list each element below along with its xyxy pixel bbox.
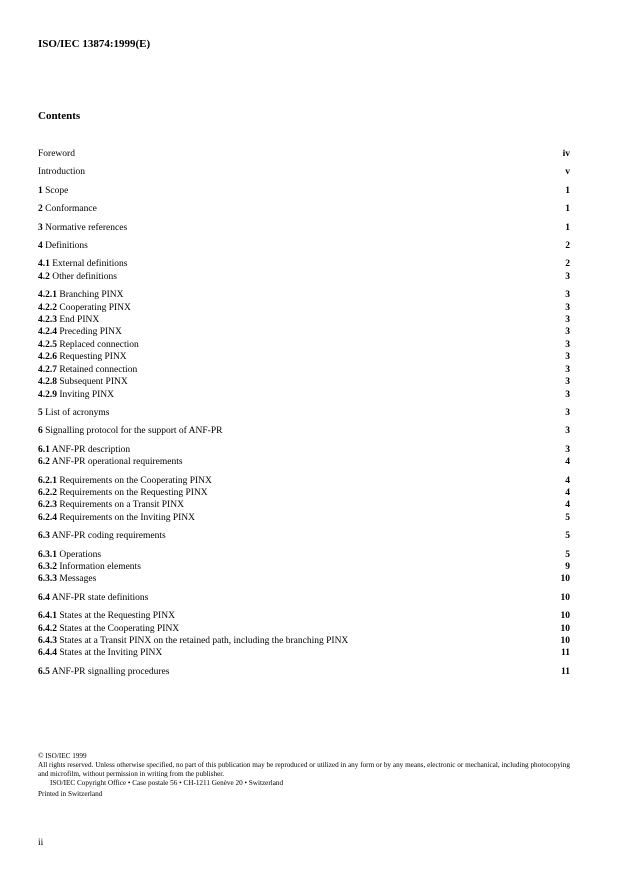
toc-entry-heading (38, 666, 169, 678)
toc-entry-title: Information elements (59, 561, 141, 572)
toc-entry-title: Scope (45, 185, 69, 196)
toc-entry-title: Messages (59, 574, 97, 585)
toc-entry[interactable] (38, 326, 570, 338)
toc-entry-number: 4.2.8 (38, 377, 57, 388)
toc-entry-page: 3 (565, 271, 570, 282)
toc-entry-title: Replaced connection (59, 339, 139, 350)
toc-entry-number: 4 (38, 241, 43, 252)
toc-entry[interactable] (38, 185, 570, 197)
toc-entry-heading (38, 148, 75, 160)
toc-entry-title: States at the Requesting PINX (59, 611, 175, 622)
toc-entry-title: Signalling protocol for the support of ANF-PR (45, 426, 223, 437)
toc-entry[interactable] (38, 530, 570, 542)
toc-entry-title: Conformance (45, 204, 97, 215)
toc-group (38, 592, 570, 604)
toc-entry[interactable] (38, 499, 570, 511)
toc-entry-title: ANF-PR signalling procedures (51, 666, 170, 677)
toc-entry-number: 6.2.2 (38, 487, 57, 498)
toc-entry-page: 1 (565, 204, 570, 215)
toc-entry-page: 10 (560, 636, 570, 646)
toc-entry-page: 4 (565, 475, 570, 486)
toc-entry-number: 6.1 (38, 444, 50, 455)
toc-entry[interactable] (38, 425, 570, 437)
toc-entry[interactable] (38, 549, 570, 561)
toc-group (38, 166, 570, 178)
toc-entry[interactable] (38, 166, 570, 178)
toc-entry-title: Definitions (45, 241, 88, 252)
table-of-contents (38, 148, 570, 684)
toc-entry-heading (38, 623, 179, 635)
toc-entry-number: 6 (38, 426, 43, 437)
toc-entry-page: 3 (565, 377, 570, 388)
toc-entry-heading (38, 530, 166, 542)
toc-entry-title: ANF-PR state definitions (51, 592, 149, 603)
toc-entry-title: Introduction (38, 167, 85, 178)
toc-entry-heading (38, 549, 101, 561)
page-number: ii (38, 838, 44, 848)
toc-entry-heading (38, 647, 162, 659)
toc-entry-heading (38, 289, 124, 301)
toc-entry-page: 2 (565, 259, 570, 270)
toc-entry-heading (38, 487, 208, 499)
toc-entry-page: 3 (565, 339, 570, 350)
toc-group (38, 148, 570, 160)
toc-entry-heading (38, 376, 128, 388)
toc-entry-number: 4.2.7 (38, 364, 57, 375)
toc-entry[interactable] (38, 444, 570, 456)
toc-entry-page: 3 (565, 327, 570, 338)
toc-entry-page: iv (562, 149, 570, 159)
toc-entry-title: States at the Cooperating PINX (59, 623, 180, 634)
toc-entry[interactable] (38, 623, 570, 635)
toc-entry[interactable] (38, 635, 570, 647)
toc-entry-page: 4 (565, 500, 570, 511)
toc-group (38, 185, 570, 197)
toc-entry-page: 3 (565, 302, 570, 313)
toc-entry[interactable] (38, 407, 570, 419)
toc-entry[interactable] (38, 647, 570, 659)
toc-group (38, 222, 570, 234)
toc-entry-title: Foreword (38, 149, 75, 159)
toc-entry-title: List of acronyms (45, 407, 110, 418)
toc-entry-heading (38, 610, 175, 622)
toc-entry-number: 4.2.9 (38, 389, 57, 400)
toc-group (38, 407, 570, 419)
printed-in: Printed in Switzerland (38, 790, 103, 798)
toc-entry-number: 1 (38, 185, 43, 196)
toc-entry[interactable] (38, 376, 570, 388)
toc-entry[interactable] (38, 389, 570, 401)
toc-entry-number: 2 (38, 204, 43, 215)
toc-entry-title: ANF-PR description (51, 444, 131, 455)
toc-entry-page: 11 (561, 666, 570, 677)
toc-entry[interactable] (38, 339, 570, 351)
toc-entry-number: 4.2 (38, 271, 50, 282)
toc-entry-page: 3 (565, 407, 570, 418)
toc-entry-page: 5 (565, 549, 570, 560)
toc-entry-title: ANF-PR coding requirements (51, 531, 166, 542)
toc-entry-title: Inviting PINX (59, 389, 114, 400)
toc-entry-heading (38, 203, 97, 215)
toc-group (38, 610, 570, 660)
toc-entry-number: 5 (38, 407, 43, 418)
toc-entry-title: Retained connection (59, 364, 138, 375)
copyright-footer (38, 752, 570, 799)
toc-entry-heading (38, 592, 148, 604)
toc-entry-title: Operations (59, 549, 102, 560)
toc-entry-page: 4 (565, 457, 570, 468)
toc-entry-heading (38, 326, 122, 338)
toc-entry[interactable] (38, 302, 570, 314)
toc-entry-heading (38, 425, 222, 437)
toc-entry-number: 6.4.3 (38, 636, 57, 646)
toc-entry[interactable] (38, 592, 570, 604)
toc-entry-number: 6.2 (38, 457, 50, 468)
toc-entry-page: 3 (565, 389, 570, 400)
toc-entry-number: 6.4.1 (38, 611, 57, 622)
toc-entry-number: 4.1 (38, 259, 50, 270)
toc-entry-page: 10 (560, 592, 570, 603)
copyright-office-address: ISO/IEC Copyright Office • Case postale 56 • CH-1211 Genève 20 • Switzerland (50, 779, 284, 787)
toc-entry-heading (38, 302, 131, 314)
toc-entry[interactable] (38, 222, 570, 234)
toc-entry-page: 10 (560, 574, 570, 585)
toc-entry-heading (38, 351, 127, 363)
toc-entry-title: Requirements on a Transit PINX (59, 500, 184, 511)
toc-entry-heading (38, 635, 348, 647)
toc-entry[interactable] (38, 487, 570, 499)
toc-group (38, 240, 570, 252)
toc-entry-page: 3 (565, 364, 570, 375)
toc-group (38, 203, 570, 215)
toc-entry-heading (38, 240, 88, 252)
toc-entry-title: Other definitions (52, 271, 117, 282)
toc-entry-heading (38, 314, 99, 326)
toc-entry-heading (38, 364, 137, 376)
toc-entry-title: Requesting PINX (59, 352, 127, 363)
toc-entry-page: 5 (565, 531, 570, 542)
toc-entry-heading (38, 444, 130, 456)
toc-entry[interactable] (38, 456, 570, 468)
toc-entry-title: Requirements on the Requesting PINX (59, 487, 208, 498)
toc-entry-title: ANF-PR operational requirements (51, 457, 183, 468)
toc-entry-heading (38, 389, 114, 401)
toc-entry-heading (38, 258, 127, 270)
toc-entry[interactable] (38, 573, 570, 585)
toc-entry-number: 6.3.3 (38, 574, 57, 585)
toc-entry-title: States at the Inviting PINX (59, 648, 163, 659)
toc-entry[interactable] (38, 240, 570, 252)
toc-entry-number: 3 (38, 222, 43, 233)
toc-entry-title: Branching PINX (59, 290, 124, 301)
toc-group (38, 444, 570, 469)
toc-entry[interactable] (38, 314, 570, 326)
toc-entry-page: 1 (565, 222, 570, 233)
toc-entry[interactable] (38, 475, 570, 487)
toc-entry[interactable] (38, 271, 570, 283)
toc-entry[interactable] (38, 289, 570, 301)
toc-entry[interactable] (38, 203, 570, 215)
toc-entry-number: 4.2.3 (38, 315, 57, 326)
toc-entry-heading (38, 475, 212, 487)
toc-entry-number: 6.4.2 (38, 623, 57, 634)
toc-group (38, 475, 570, 525)
toc-entry-page: 3 (565, 426, 570, 437)
toc-entry[interactable] (38, 364, 570, 376)
toc-entry-number: 6.3.2 (38, 561, 57, 572)
document-id-header: ISO/IEC 13874:1999(E) (38, 38, 151, 50)
toc-entry[interactable] (38, 258, 570, 270)
toc-entry-number: 6.2.3 (38, 500, 57, 511)
toc-entry-page: 2 (565, 241, 570, 252)
toc-entry-number: 6.5 (38, 666, 50, 677)
toc-entry-number: 6.3.1 (38, 549, 57, 560)
toc-entry-page: 9 (565, 561, 570, 572)
toc-entry-page: 5 (565, 512, 570, 523)
toc-entry-number: 4.2.5 (38, 339, 57, 350)
toc-entry-number: 6.3 (38, 531, 50, 542)
contents-heading: Contents (38, 110, 81, 122)
toc-entry[interactable] (38, 561, 570, 573)
toc-entry-page: 4 (565, 487, 570, 498)
toc-entry-heading (38, 222, 127, 234)
toc-entry[interactable] (38, 351, 570, 363)
toc-entry[interactable] (38, 610, 570, 622)
toc-entry-heading (38, 271, 117, 283)
toc-entry-heading (38, 166, 85, 178)
toc-entry-number: 4.2.6 (38, 352, 57, 363)
toc-entry-heading (38, 407, 110, 419)
toc-entry-title: Subsequent PINX (59, 377, 128, 388)
toc-entry-title: Preceding PINX (59, 327, 122, 338)
toc-entry[interactable] (38, 148, 570, 160)
toc-entry-page: 10 (560, 611, 570, 622)
toc-entry[interactable] (38, 512, 570, 524)
toc-entry-heading (38, 573, 96, 585)
toc-entry-title: Requirements on the Inviting PINX (59, 512, 195, 523)
toc-entry-heading (38, 561, 141, 573)
toc-group (38, 425, 570, 437)
toc-entry-page: 3 (565, 352, 570, 363)
toc-entry-heading (38, 499, 184, 511)
toc-entry-title: Requirements on the Cooperating PINX (59, 475, 212, 486)
toc-entry-number: 6.2.1 (38, 475, 57, 486)
toc-entry[interactable] (38, 666, 570, 678)
toc-group (38, 549, 570, 586)
toc-entry-heading (38, 512, 195, 524)
toc-entry-page: 3 (565, 290, 570, 301)
toc-entry-title: End PINX (59, 315, 100, 326)
toc-entry-title: Normative references (45, 222, 128, 233)
toc-entry-number: 4.2.4 (38, 327, 57, 338)
toc-group (38, 530, 570, 542)
toc-entry-page: 1 (565, 185, 570, 196)
toc-entry-heading (38, 456, 183, 468)
toc-entry-number: 6.2.4 (38, 512, 57, 523)
toc-entry-title: Cooperating PINX (59, 302, 131, 313)
toc-entry-number: 6.4 (38, 592, 50, 603)
toc-entry-heading (38, 339, 139, 351)
toc-group (38, 258, 570, 283)
toc-entry-number: 4.2.1 (38, 290, 57, 301)
toc-entry-page: 11 (561, 648, 570, 659)
toc-entry-title: States at a Transit PINX on the retained path, including the branching PINX (59, 636, 349, 646)
toc-entry-page: 10 (560, 623, 570, 634)
toc-entry-heading (38, 185, 68, 197)
toc-entry-page: v (565, 167, 570, 178)
toc-entry-title: External definitions (52, 259, 128, 270)
toc-entry-number: 6.4.4 (38, 648, 57, 659)
toc-group (38, 666, 570, 678)
toc-group (38, 289, 570, 401)
copyright-line: © ISO/IEC 1999 (38, 752, 87, 760)
toc-entry-number: 4.2.2 (38, 302, 57, 313)
rights-statement: All rights reserved. Unless otherwise specified, no part of this publication may be reproduced or utilized in any form or by any means, electronic or mechanical, including photocopying and microfilm, without permission in writing from the publisher. (38, 761, 570, 778)
toc-entry-page: 3 (565, 444, 570, 455)
toc-entry-page: 3 (565, 315, 570, 326)
